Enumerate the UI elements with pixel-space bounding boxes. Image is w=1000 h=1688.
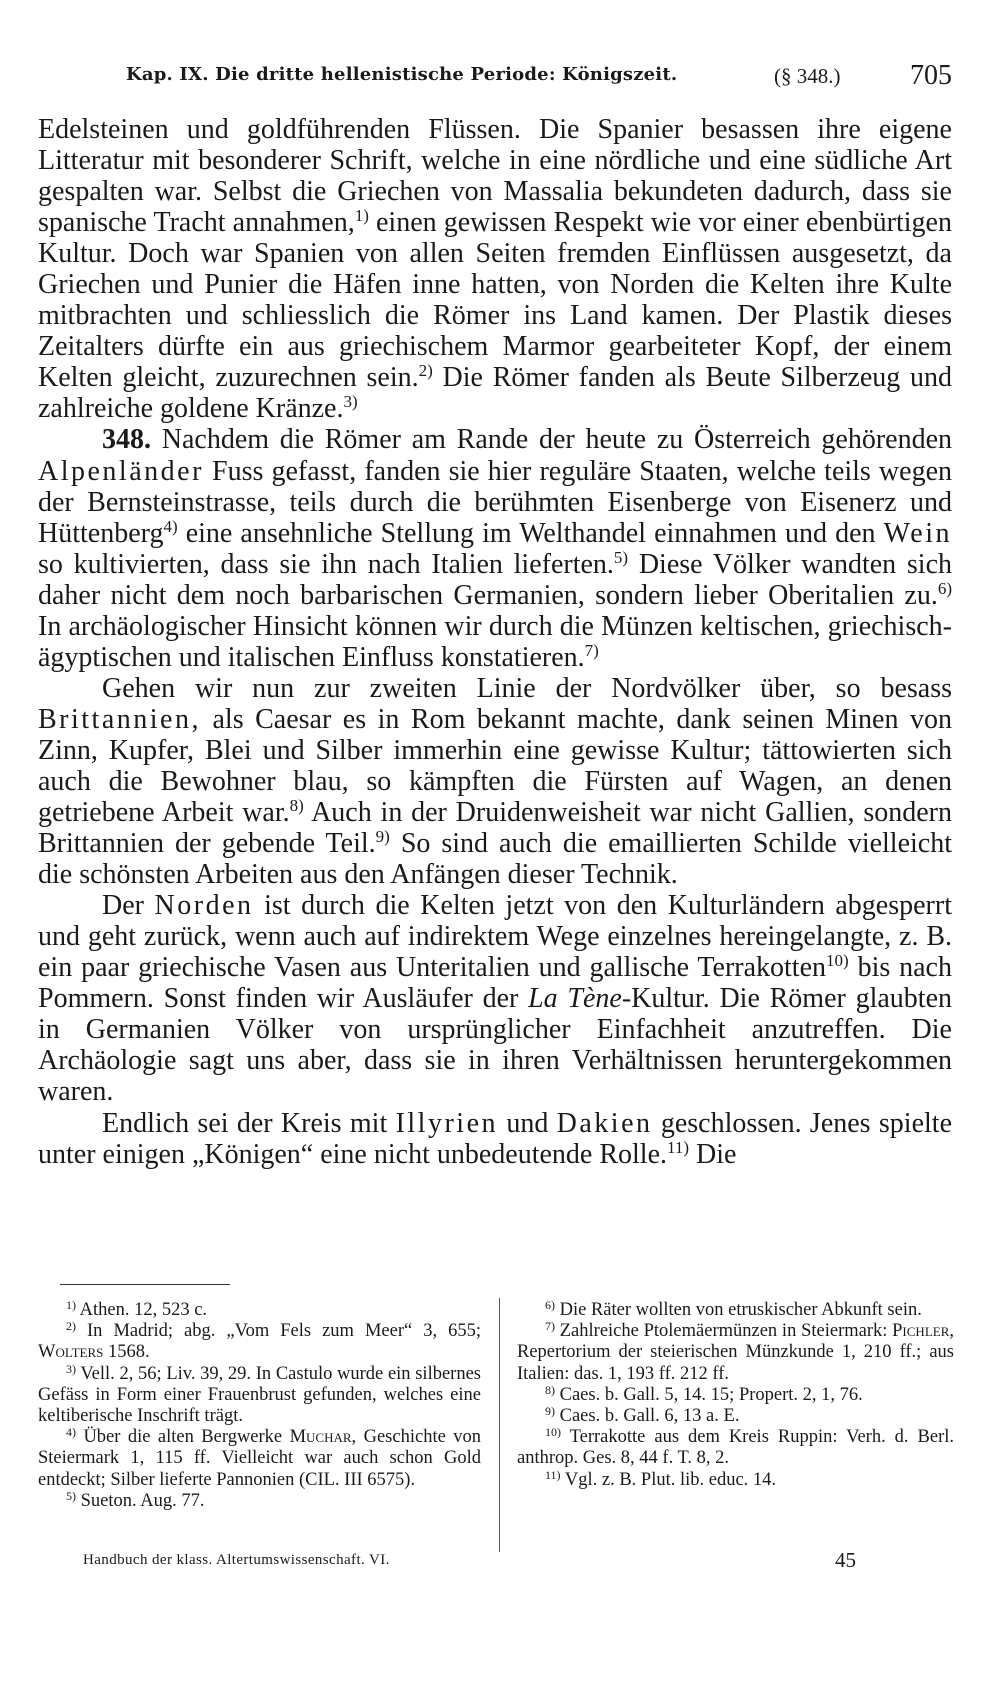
footnote-mark: 5) (66, 1488, 76, 1503)
footnote (38, 1361, 481, 1428)
text-run: und (498, 1107, 557, 1139)
footnote-mark: 10) (545, 1425, 561, 1440)
footnote-text: , Geschichte von Steiermark 1, 115 ff. Vielleicht war auch schon Gold entdeckt; Silber lieferte Pannonien (CIL. III 6575). (38, 1427, 481, 1490)
footnote-ref: 6) (937, 578, 952, 598)
footnote (517, 1467, 954, 1491)
footnotes-right-column (517, 1300, 954, 1491)
signature-mark: 45 (835, 1548, 856, 1572)
footnote-ref: 8) (289, 796, 304, 816)
footnote (38, 1321, 481, 1363)
text-run: als Caesar es in Rom bekannt machte, dank seinen Minen von Zinn, Kupfer, Blei und Silber immerhin eine gewisse Kultur; tättowierten sich auch die Bewohner blau, so kämpften die Fürsten auf Wagen, an denen getriebene Arbeit war. (38, 703, 952, 829)
text-run: ist durch die Kelten jetzt von den Kulturländern abgesperrt und geht zurück, wenn auch auf indirektem Wege einzelnes hereingelangte, z. B. ein paar griechische Vasen aus Unteritalien und gallische Terrakotten (38, 890, 952, 984)
footnote (517, 1382, 954, 1406)
footnote-mark: 9) (545, 1404, 555, 1419)
footnote-text: , Repertorium der steierischen Münzkunde 1, 210 ff.; aus Italien: das. 1, 193 ff. 212 ff. (517, 1321, 954, 1384)
footnote-ref: 7) (584, 640, 599, 660)
footnote-ref: 1) (354, 206, 369, 226)
text-run: Auch in der Druidenweisheit war nicht Gallien, sondern Brittannien der gebende Teil. (38, 797, 953, 860)
footnote-mark: 6) (545, 1298, 555, 1312)
footnote-mark: 7) (545, 1319, 555, 1334)
spaced-term: Dakien (556, 1107, 653, 1139)
footnote-text: Caes. b. Gall. 5, 14. 15; Propert. 2, 1, 76. (555, 1384, 863, 1405)
footnote-text: 1568. (103, 1342, 150, 1363)
footnote-ref: 3) (343, 392, 358, 412)
text-run: Diese Völker wandten sich daher nicht dem noch barbarischen Germanien, sondern lieber Oberitalien zu. (38, 548, 952, 611)
text-run: Die Römer fanden als Beute Silberzeug und zahlreiche goldene Kränze. (38, 362, 952, 425)
author-name: Wolters (38, 1342, 104, 1363)
footnote (517, 1406, 954, 1427)
section-reference: (§ 348.) (774, 64, 841, 88)
text-run: In archäologischer Hinsicht können wir durch die Münzen keltischen, griechisch-ägyptischen und italischen Einfluss konstatieren. (38, 610, 952, 673)
footnote-mark: 1) (66, 1298, 76, 1312)
footnote-ref: 2) (418, 361, 433, 381)
author-name: Pichler (892, 1321, 950, 1342)
footnote-mark: 11) (545, 1467, 561, 1482)
book-series-footer: Handbuch der klass. Altertumswissenschaft. VI. (83, 1552, 390, 1568)
footnote (517, 1321, 954, 1385)
footnote-text: Sueton. Aug. 77. (76, 1490, 205, 1511)
footnote-ref: 9) (375, 827, 390, 847)
footnote-mark: 8) (545, 1382, 555, 1397)
text-run: Der (102, 890, 155, 922)
footnote-ref: 5) (613, 547, 629, 567)
footnote-separator (60, 1284, 230, 1285)
spaced-term: Wein (883, 517, 952, 549)
paragraph (38, 114, 952, 424)
footnote-mark: 3) (66, 1361, 76, 1376)
footnote-text: Zahlreiche Ptolemäermünzen in Steiermark: (555, 1321, 893, 1342)
footnote (38, 1488, 481, 1512)
text-run: Endlich sei der Kreis mit (102, 1107, 396, 1139)
spaced-term: Illyrien (395, 1107, 498, 1139)
author-name: Muchar (289, 1427, 352, 1448)
footnote-text: Vgl. z. B. Plut. lib. educ. 14. (560, 1469, 777, 1490)
paragraph (38, 673, 952, 890)
text-run: so kultivierten, dass sie ihn nach Italien lieferten. (38, 548, 614, 580)
paragraph (38, 424, 952, 672)
main-text (38, 114, 952, 1170)
text-run: Fuss gefasst, fanden sie hier reguläre Staaten, welche teils wegen der Bernsteinstrasse, teils durch die berühmten Eisenberge von Eisenerz und Hüttenberg (38, 455, 952, 549)
chapter-title: Kap. IX. Die dritte hellenistische Periode: Königszeit. (126, 64, 678, 85)
footnote (517, 1300, 954, 1321)
text-run: einen gewissen Respekt wie vor einer ebenbürtigen Kultur. Doch war Spanien von allen Seiten fremden Einflüssen ausgesetzt, da Griechen und Punier die Häfen inne hatten, von Norden die Kelten ihre Kulte mitbrachten und schliesslich die Römer ins Land kamen. Der Plastik dieses Zeitalters dürfte ein aus griechischem Marmor gearbeiteter Kopf, der einem Kelten gleicht, zuzurechnen sein. (38, 207, 952, 394)
paragraph (38, 1108, 952, 1170)
page-number: 705 (910, 60, 952, 91)
italic-term: La Tène (528, 983, 622, 1015)
footnote (517, 1427, 954, 1469)
running-head (126, 60, 952, 96)
spaced-term: Alpenländer (38, 455, 204, 487)
footnote-mark: 2) (66, 1319, 76, 1334)
text-run: Nachdem die Römer am Rande der heute zu Österreich gehörenden (151, 424, 952, 456)
footnote-ref: 4) (163, 516, 178, 536)
footnote-ref: 11) (667, 1137, 690, 1157)
text-run: eine ansehnliche Stellung im Welthandel einnahmen und den (177, 517, 884, 549)
footnote (38, 1300, 481, 1321)
column-divider (499, 1298, 500, 1552)
footnote (38, 1427, 481, 1491)
footnote-text: Caes. b. Gall. 6, 13 a. E. (555, 1406, 740, 1427)
footnote-text: Über die alten Bergwerke (76, 1427, 290, 1448)
section-number: 348. (102, 424, 151, 456)
text-run: Edelsteinen und goldführenden Flüssen. Die Spanier besassen ihre eigene Litteratur mit besonderer Schrift, welche in eine nördliche und eine südliche Art gespalten war. Selbst die Griechen von Massalia bekundeten dadurch, dass sie spanische Tracht annahmen, (38, 114, 952, 239)
text-run: Gehen wir nun zur zweiten Linie der Nordvölker über, so besass (102, 672, 952, 704)
footnote-text: Die Räter wollten von etruskischer Abkunft sein. (555, 1300, 922, 1320)
footnote-ref: 10) (826, 951, 849, 971)
footnote-text: Athen. 12, 523 c. (76, 1300, 208, 1320)
spaced-term: Norden (154, 890, 254, 922)
footnote-mark: 4) (66, 1425, 76, 1440)
footnotes-left-column (38, 1300, 481, 1512)
spaced-term: Brittannien, (38, 703, 201, 735)
text-run: -Kultur. Die Römer glaubten in Germanien Völker von ursprünglicher Einfachheit anzutreffen. Die Archäologie sagt uns aber, dass sie in ihren Verhältnissen heruntergekommen waren. (38, 983, 953, 1108)
text-run: So sind auch die emaillierten Schilde vielleicht die schönsten Arbeiten aus den Anfängen dieser Technik. (38, 828, 952, 891)
text-run: Die (689, 1138, 737, 1170)
text-run: geschlossen. Jenes spielte unter einigen „Königen“ eine nicht unbedeutende Rolle. (38, 1107, 952, 1170)
footnote-text: Terrakotte aus dem Kreis Ruppin: Verh. d. Berl. anthrop. Ges. 8, 44 f. T. 8, 2. (517, 1427, 954, 1469)
footnote-text: Vell. 2, 56; Liv. 39, 29. In Castulo wurde ein silbernes Gefäss in Form einer Frauenbrust gefunden, welches eine keltiberische Inschrift trägt. (38, 1363, 481, 1427)
footnote-text: In Madrid; abg. „Vom Fels zum Meer“ 3, 655; (76, 1321, 481, 1342)
text-run: bis nach Pommern. Sonst finden wir Ausläufer der (38, 952, 952, 1015)
paragraph (38, 890, 952, 1107)
